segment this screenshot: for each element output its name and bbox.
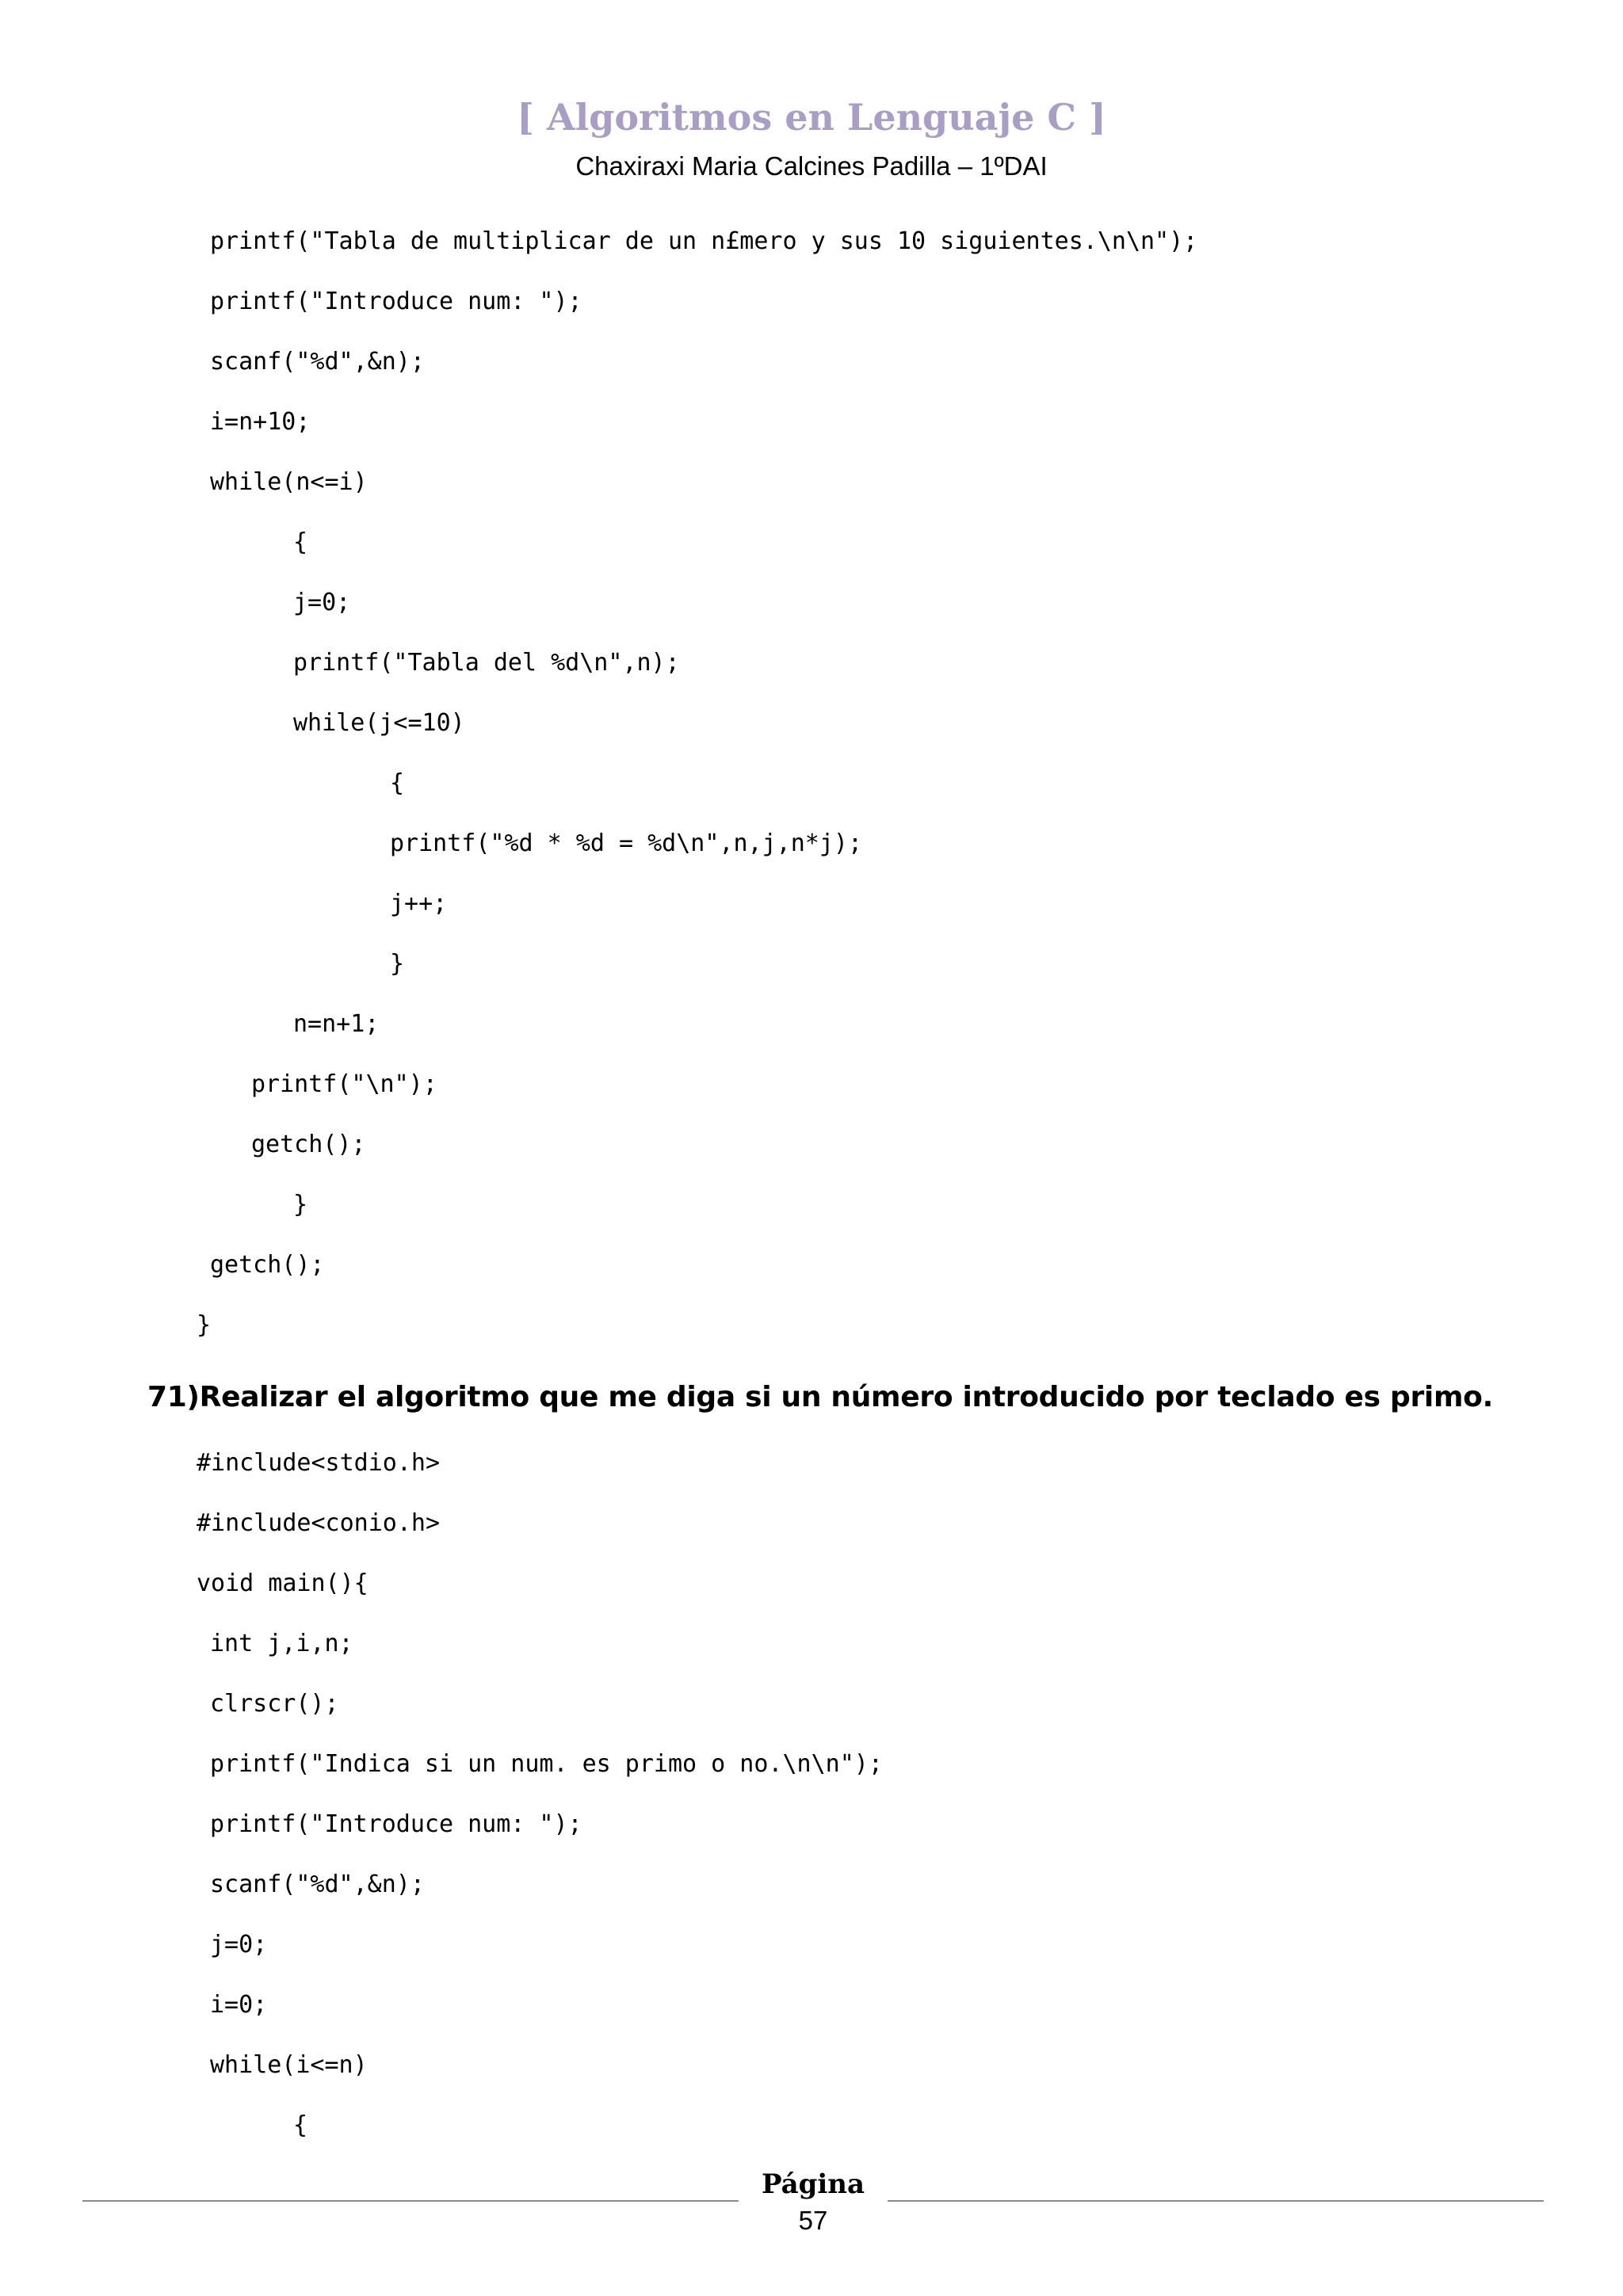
- code-line: scanf("%d",&n);: [210, 1871, 425, 1898]
- code-line: }: [390, 950, 405, 978]
- page-label: Página: [761, 2168, 865, 2200]
- code-line: {: [293, 2111, 308, 2139]
- code-line: j=0;: [210, 1931, 268, 1958]
- code-line: while(n<=i): [210, 468, 368, 496]
- code-line: void main(){: [197, 1569, 369, 1597]
- code-line: #include<conio.h>: [197, 1509, 441, 1537]
- code-line: clrscr();: [210, 1690, 339, 1718]
- exercise-heading: 71)Realizar el algoritmo que me diga si un número introducido por teclado es primo.: [147, 1381, 1493, 1413]
- document-title: [ Algoritmos en Lenguaje C ]: [517, 96, 1106, 139]
- code-line: printf("\n");: [251, 1070, 437, 1098]
- code-line: printf("Tabla del %d\n",n);: [293, 649, 680, 677]
- code-line: getch();: [251, 1131, 366, 1158]
- code-line: printf("Indica si un num. es primo o no.\n\n");: [210, 1750, 883, 1778]
- code-line: }: [293, 1191, 308, 1219]
- code-line: printf("Introduce num: ");: [210, 288, 582, 315]
- code-line: int j,i,n;: [210, 1630, 353, 1657]
- code-line: while(i<=n): [210, 2051, 368, 2079]
- code-line: j=0;: [293, 589, 351, 616]
- footer-divider-right: [888, 2200, 1544, 2202]
- code-line: printf("%d * %d = %d\n",n,j,n*j);: [390, 830, 863, 857]
- code-line: #include<stdio.h>: [197, 1449, 441, 1477]
- code-line: n=n+1;: [293, 1010, 380, 1038]
- code-line: getch();: [210, 1251, 325, 1279]
- code-line: printf("Tabla de multiplicar de un n£mero y sus 10 siguientes.\n\n");: [210, 227, 1198, 255]
- code-line: i=n+10;: [210, 408, 311, 436]
- page-number: 57: [798, 2206, 828, 2235]
- code-line: scanf("%d",&n);: [210, 348, 425, 376]
- footer-divider-left: [82, 2200, 739, 2202]
- code-line: {: [390, 769, 405, 797]
- document-author: Chaxiraxi Maria Calcines Padilla – 1ºDAI: [575, 151, 1048, 181]
- code-line: }: [197, 1311, 212, 1339]
- code-line: while(j<=10): [293, 709, 465, 737]
- code-line: i=0;: [210, 1991, 268, 2019]
- code-line: {: [293, 528, 308, 556]
- code-line: printf("Introduce num: ");: [210, 1810, 582, 1838]
- code-line: j++;: [390, 890, 448, 917]
